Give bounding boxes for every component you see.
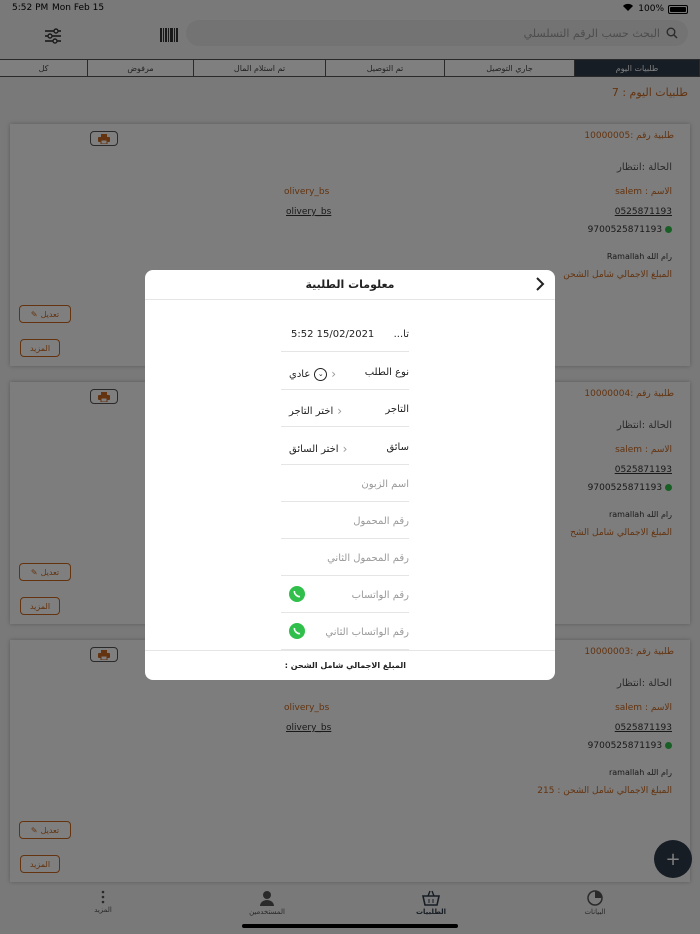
chevron-right-icon[interactable] — [535, 276, 545, 295]
driver-label: سائق — [386, 442, 409, 453]
merchant-value: اختر التاجر — [289, 405, 334, 417]
whatsapp-icon[interactable] — [289, 623, 305, 639]
chevron-down-circle-icon: ⌄ — [314, 368, 327, 381]
whatsapp2-placeholder: رقم الواتساب الثاني — [325, 627, 409, 638]
date-row[interactable] — [281, 315, 409, 352]
order-type-value: عادي — [289, 368, 311, 380]
customer-name-placeholder: اسم الزبون — [361, 479, 409, 490]
modal-header — [145, 270, 555, 300]
mobile2-field[interactable] — [281, 539, 409, 576]
driver-row[interactable] — [281, 428, 409, 465]
whatsapp-placeholder: رقم الواتساب — [351, 590, 409, 601]
chevron-left-icon: ‹ — [331, 367, 337, 381]
mobile2-placeholder: رقم المحمول الثاني — [327, 553, 409, 564]
whatsapp-icon[interactable] — [289, 586, 305, 602]
date-value: 15/02/2021 5:52 — [291, 329, 375, 340]
chevron-left-icon: ‹ — [342, 442, 348, 456]
order-type-row[interactable] — [281, 353, 409, 390]
customer-name-field[interactable] — [281, 465, 409, 502]
date-label: تا... — [393, 329, 409, 340]
whatsapp2-field[interactable] — [281, 613, 409, 650]
order-type-label: نوع الطلب — [364, 367, 409, 378]
merchant-row[interactable] — [281, 390, 409, 427]
mobile-placeholder: رقم المحمول — [353, 516, 409, 527]
chevron-left-icon: ‹ — [337, 404, 343, 418]
modal-title: معلومات الطلبية — [305, 278, 395, 291]
driver-value: اختر السائق — [289, 443, 339, 455]
modal-total: المبلغ الاجمالي شامل الشحن : — [145, 650, 555, 680]
merchant-label: التاجر — [385, 404, 409, 415]
order-info-modal — [145, 270, 555, 680]
mobile-field[interactable] — [281, 502, 409, 539]
whatsapp-field[interactable] — [281, 576, 409, 613]
